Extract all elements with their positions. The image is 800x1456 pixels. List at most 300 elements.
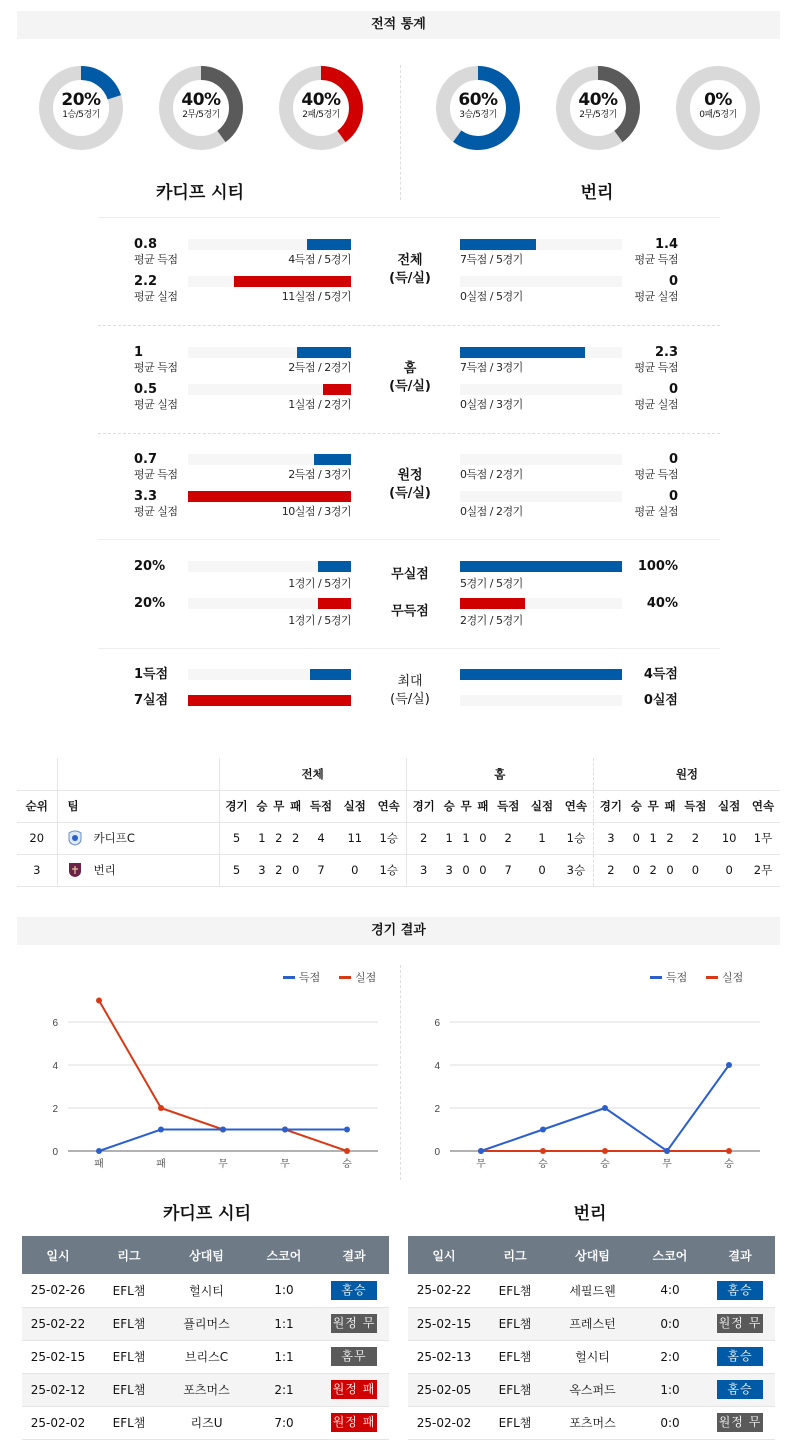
away-max-goals-for-bar <box>460 669 622 680</box>
result-score: 0:0 <box>635 1406 705 1439</box>
stat-cell: 0 <box>632 863 640 877</box>
y-tick-label: 6 <box>434 1018 440 1029</box>
stat-cell: 5 <box>232 831 241 845</box>
stat-cell: 2 <box>275 831 283 845</box>
result-league: EFL챔 <box>480 1340 550 1373</box>
column-header: 경기 <box>412 799 435 813</box>
result-score: 0:0 <box>635 1307 705 1340</box>
stat-cell: 2 <box>292 831 300 845</box>
donut-percent: 40% <box>181 90 221 110</box>
data-point <box>540 1127 546 1133</box>
column-header: 무 <box>460 799 472 813</box>
away-avg-goals-against-label: 평균 실점 <box>634 398 678 411</box>
away-goals-for-bar <box>460 347 585 358</box>
result-row <box>22 1307 389 1340</box>
stat-cell: 1승 <box>559 822 594 854</box>
results-column-header: 상대팀 <box>164 1236 249 1274</box>
team-cell <box>57 854 219 886</box>
results-column-header: 리그 <box>480 1236 550 1274</box>
column-header: 경기 <box>225 799 248 813</box>
home-avg-goals-against: 0.5 <box>134 382 158 397</box>
away-goals-for-detail: 7득점 / 5경기 <box>460 253 523 266</box>
stat-cell: 3승 <box>559 854 594 886</box>
result-league: EFL챔 <box>480 1307 550 1340</box>
x-tick-label: 무 <box>218 1159 228 1170</box>
donut-percent: 40% <box>301 90 341 110</box>
team-name: 카디프C <box>93 830 135 845</box>
column-header: 득점 <box>497 799 520 813</box>
x-tick-label: 패 <box>94 1159 104 1170</box>
comparison-subtitle: (득/실) <box>389 486 431 501</box>
x-tick-label: 승 <box>600 1159 610 1170</box>
team-cell <box>57 822 219 854</box>
result-cell <box>319 1406 389 1439</box>
results-column-header: 상대팀 <box>550 1236 635 1274</box>
home-avg-goals-against: 3.3 <box>134 489 158 504</box>
home-clean-sheet-bar <box>318 561 351 572</box>
comparison-title: 전체 <box>397 253 423 268</box>
x-tick-label: 무 <box>280 1159 290 1170</box>
away-avg-goals-against: 0 <box>668 382 678 397</box>
result-score: 1:1 <box>249 1307 319 1340</box>
home-goals-against-detail: 1실점 / 2경기 <box>288 398 351 411</box>
result-date: 25-02-15 <box>22 1340 94 1373</box>
data-point <box>344 1127 350 1133</box>
result-badge: 홈승 <box>717 1347 763 1366</box>
result-badge: 홈승 <box>717 1380 763 1399</box>
result-opponent: 세필드웬 <box>550 1274 635 1307</box>
away-goals-against-track <box>460 491 622 502</box>
away-goals-against-detail: 0실점 / 3경기 <box>460 398 523 411</box>
column-header: 연속 <box>751 799 775 813</box>
rank: 20 <box>17 822 57 854</box>
home-max-goals-for: 1득점 <box>134 667 169 682</box>
home-team-draw-donut <box>158 65 244 151</box>
away-team-win-donut <box>435 65 521 151</box>
result-cell <box>705 1340 775 1373</box>
results-column-header: 결과 <box>705 1236 775 1274</box>
home-goals-against-detail: 10실점 / 3경기 <box>281 505 351 518</box>
result-score: 2:0 <box>635 1340 705 1373</box>
result-score: 2:1 <box>249 1373 319 1406</box>
result-row <box>22 1340 389 1373</box>
result-date: 25-02-05 <box>408 1373 480 1406</box>
home-goals-against-bar <box>234 276 351 287</box>
y-tick-label: 2 <box>434 1104 440 1115</box>
column-header: 승 <box>630 799 642 813</box>
result-badge: 원정 무 <box>717 1413 763 1432</box>
away-avg-goals-for: 2.3 <box>654 345 678 360</box>
home-results-table <box>22 1236 389 1440</box>
data-point <box>726 1062 732 1068</box>
column-header: 실점 <box>343 799 366 813</box>
results-column-header: 일시 <box>408 1236 480 1274</box>
result-row <box>408 1307 775 1340</box>
stat-cell: 2 <box>420 831 428 845</box>
result-date: 25-02-02 <box>22 1406 94 1439</box>
result-date: 25-02-12 <box>22 1373 94 1406</box>
standings-group-row <box>17 758 780 790</box>
result-cell <box>705 1307 775 1340</box>
y-tick-label: 0 <box>52 1147 58 1158</box>
divider <box>98 217 720 218</box>
data-point <box>282 1127 288 1133</box>
result-badge: 원정 무 <box>331 1314 377 1333</box>
result-league: EFL챔 <box>94 1274 164 1307</box>
stat-cell: 11 <box>347 831 363 845</box>
stat-cell: 3 <box>607 831 615 845</box>
result-row <box>408 1373 775 1406</box>
away-clean-sheet-bar <box>460 561 622 572</box>
column-header: 연속 <box>559 790 594 822</box>
legend-swatch-goals-against <box>706 976 718 979</box>
home-clean-sheet-detail: 1경기 / 5경기 <box>288 577 351 590</box>
stat-cell: 0 <box>462 863 470 877</box>
stat-cell: 10 <box>721 831 737 845</box>
stat-cell: 1승 <box>372 854 407 886</box>
legend-swatch-goals-against <box>339 976 351 979</box>
home-goals-for-bar <box>314 454 351 465</box>
data-point <box>96 1148 102 1154</box>
away-results-table <box>408 1236 775 1440</box>
standings-row <box>17 822 780 854</box>
result-row <box>408 1274 775 1307</box>
column-header: 무 <box>273 799 285 813</box>
results-column-header: 결과 <box>319 1236 389 1274</box>
donut-detail: 2무/5경기 <box>579 110 617 120</box>
result-score: 7:0 <box>249 1406 319 1439</box>
y-tick-label: 0 <box>434 1147 440 1158</box>
away-avg-goals-for-label: 평균 득점 <box>634 468 678 481</box>
series-line <box>99 1130 347 1152</box>
stat-cell: 0 <box>292 863 300 877</box>
result-cell <box>319 1373 389 1406</box>
away-avg-goals-for: 1.4 <box>654 237 678 252</box>
data-point <box>664 1148 670 1154</box>
away-max-goals-for: 4득점 <box>643 667 678 682</box>
donut-detail: 2무/5경기 <box>182 110 220 120</box>
result-league: EFL챔 <box>94 1307 164 1340</box>
result-badge: 홈승 <box>331 1281 377 1300</box>
away-goals-against-detail: 0실점 / 2경기 <box>460 505 523 518</box>
result-league: EFL챔 <box>94 1406 164 1439</box>
result-league: EFL챔 <box>480 1406 550 1439</box>
result-cell <box>319 1307 389 1340</box>
stat-cell: 1 <box>462 831 470 845</box>
home-goals-for-bar <box>297 347 351 358</box>
away-team-name: 번리 <box>580 183 614 203</box>
column-header: 경기 <box>599 799 622 813</box>
result-opponent: 플리머스 <box>164 1307 249 1340</box>
result-date: 25-02-26 <box>22 1274 94 1307</box>
away-avg-goals-for: 0 <box>668 452 678 467</box>
home-avg-goals-against-label: 평균 실점 <box>134 398 178 411</box>
legend-swatch-goals-for <box>283 976 295 979</box>
result-league: EFL챔 <box>94 1340 164 1373</box>
result-row <box>22 1406 389 1439</box>
divider <box>98 539 720 540</box>
result-badge: 원정 패 <box>331 1380 377 1399</box>
home-goals-for-detail: 2득점 / 2경기 <box>288 361 351 374</box>
rank: 3 <box>17 854 57 886</box>
match-results-header: 경기 결과 <box>17 917 780 945</box>
result-row <box>408 1406 775 1439</box>
home-team-name: 카디프 시티 <box>155 183 245 203</box>
result-opponent: 포츠머스 <box>550 1406 635 1439</box>
comparison-title: 원정 <box>397 468 423 483</box>
away-avg-goals-for-label: 평균 득점 <box>634 361 678 374</box>
away-goals-line-chart <box>415 960 775 1180</box>
home-clean-sheet-pct: 20% <box>134 559 166 574</box>
clean-sheet-title: 무실점 <box>391 567 429 582</box>
away-goals-against-detail: 0실점 / 5경기 <box>460 290 523 303</box>
result-opponent: 브리스C <box>164 1340 249 1373</box>
result-score: 1:0 <box>635 1373 705 1406</box>
data-point <box>344 1148 350 1154</box>
result-cell <box>705 1406 775 1439</box>
column-header: 무 <box>647 799 659 813</box>
away-avg-goals-against: 0 <box>668 489 678 504</box>
group-away: 원정 <box>675 766 699 781</box>
away-avg-goals-against-label: 평균 실점 <box>634 290 678 303</box>
stat-cell: 0 <box>691 863 700 877</box>
stat-cell: 2 <box>275 863 283 877</box>
home-avg-goals-against-label: 평균 실점 <box>134 290 178 303</box>
away-goals-for-bar <box>460 239 536 250</box>
stat-cell: 0 <box>725 863 733 877</box>
column-header: 득점 <box>309 799 333 813</box>
column-header: 연속 <box>372 790 407 822</box>
stat-cell: 0 <box>479 831 487 845</box>
results-column-header: 스코어 <box>635 1236 705 1274</box>
y-tick-label: 2 <box>52 1104 58 1115</box>
y-tick-label: 4 <box>434 1061 440 1072</box>
standings-row <box>17 854 780 886</box>
donut-detail: 0패/5경기 <box>699 110 737 120</box>
home-team-loss-donut <box>278 65 364 151</box>
x-tick-label: 승 <box>538 1159 548 1170</box>
result-cell <box>705 1373 775 1406</box>
stat-cell: 1승 <box>372 822 407 854</box>
result-date: 25-02-22 <box>22 1307 94 1340</box>
home-goals-against-bar <box>188 491 351 502</box>
x-tick-label: 승 <box>342 1159 352 1170</box>
stat-cell: 3 <box>420 863 428 877</box>
data-point <box>220 1127 226 1133</box>
donut-detail: 1승/5경기 <box>62 110 100 120</box>
away-clean-sheet-detail: 5경기 / 5경기 <box>460 577 523 590</box>
stat-cell: 1 <box>538 831 546 845</box>
home-goals-for-detail: 4득점 / 5경기 <box>288 253 351 266</box>
team-name: 번리 <box>93 862 116 877</box>
home-goals-against-bar <box>323 384 351 395</box>
result-score: 1:1 <box>249 1340 319 1373</box>
away-goals-against-track <box>460 384 622 395</box>
home-failed-to-score-pct: 20% <box>134 596 166 611</box>
stat-cell: 7 <box>504 863 512 877</box>
home-max-goals-against-bar <box>188 695 351 706</box>
divider <box>400 65 401 200</box>
x-tick-label: 승 <box>724 1159 734 1170</box>
away-avg-goals-against: 0 <box>668 274 678 289</box>
home-goals-against-detail: 11실점 / 5경기 <box>281 290 351 303</box>
column-header: 실점 <box>530 799 554 813</box>
donut-percent: 20% <box>61 90 101 110</box>
stat-cell: 0 <box>666 863 674 877</box>
stat-cell: 5 <box>232 863 241 877</box>
home-avg-goals-for-label: 평균 득점 <box>134 468 178 481</box>
results-column-header: 리그 <box>94 1236 164 1274</box>
away-goals-against-track <box>460 276 622 287</box>
column-header: 패 <box>290 799 302 813</box>
result-league: EFL챔 <box>480 1274 550 1307</box>
data-point <box>540 1148 546 1154</box>
stat-cell: 2 <box>649 863 657 877</box>
standings-header-row <box>17 790 780 822</box>
home-avg-goals-for-label: 평균 득점 <box>134 361 178 374</box>
result-cell <box>319 1340 389 1373</box>
home-avg-goals-against-label: 평균 실점 <box>134 505 178 518</box>
away-results-title: 번리 <box>573 1204 607 1224</box>
away-max-goals-against: 0실점 <box>643 693 678 708</box>
data-point <box>726 1148 732 1154</box>
divider <box>98 433 720 434</box>
result-opponent: 포츠머스 <box>164 1373 249 1406</box>
donut-detail: 2패/5경기 <box>302 110 340 120</box>
result-row <box>408 1340 775 1373</box>
stat-cell: 0 <box>479 863 487 877</box>
column-header: 팀 <box>57 790 219 822</box>
data-point <box>158 1127 164 1133</box>
away-goals-for-track <box>460 454 622 465</box>
result-date: 25-02-22 <box>408 1274 480 1307</box>
away-failed-to-score-detail: 2경기 / 5경기 <box>460 614 523 627</box>
donut-detail: 3승/5경기 <box>459 110 497 120</box>
result-score: 4:0 <box>635 1274 705 1307</box>
x-tick-label: 패 <box>156 1159 166 1170</box>
comparison-subtitle: (득/실) <box>389 379 431 394</box>
donut-percent: 40% <box>578 90 618 110</box>
divider <box>400 965 401 1180</box>
donut-percent: 0% <box>704 90 732 110</box>
legend-goals-for: 득점 <box>666 971 688 984</box>
away-team-draw-donut <box>555 65 641 151</box>
data-point <box>96 998 102 1004</box>
stat-cell: 2 <box>691 831 700 845</box>
stat-cell: 3 <box>258 863 266 877</box>
column-header: 승 <box>256 799 268 813</box>
max-subtitle: (득/실) <box>390 692 430 707</box>
result-badge: 홈무 <box>331 1347 377 1366</box>
home-max-goals-against: 7실점 <box>134 693 169 708</box>
stat-cell: 2 <box>504 831 512 845</box>
home-max-goals-for-bar <box>310 669 351 680</box>
results-header-row <box>22 1236 389 1274</box>
group-overall: 전체 <box>219 758 406 790</box>
cardiff-crest-icon <box>68 830 82 846</box>
legend-goals-against: 실점 <box>722 971 744 984</box>
away-failed-to-score-pct: 40% <box>646 596 678 611</box>
result-score: 1:0 <box>249 1274 319 1307</box>
stat-cell: 1 <box>649 831 657 845</box>
stat-cell: 0 <box>538 863 546 877</box>
legend-goals-for: 득점 <box>299 971 321 984</box>
home-goals-for-detail: 2득점 / 3경기 <box>288 468 351 481</box>
home-results-title: 카디프 시티 <box>162 1204 252 1224</box>
result-opponent: 옥스퍼드 <box>550 1373 635 1406</box>
comparison-title: 홈 <box>403 361 417 376</box>
away-failed-to-score-bar <box>460 598 525 609</box>
stat-cell: 0 <box>351 863 359 877</box>
max-title: 최대 <box>397 674 423 689</box>
home-avg-goals-for: 0.7 <box>134 452 158 467</box>
home-avg-goals-for: 0.8 <box>134 237 158 252</box>
stat-cell: 1무 <box>753 831 773 845</box>
column-header: 실점 <box>718 799 741 813</box>
result-opponent: 헐시티 <box>550 1340 635 1373</box>
home-goals-for-bar <box>307 239 351 250</box>
stat-cell: 3 <box>445 863 453 877</box>
home-goals-line-chart <box>30 960 390 1180</box>
away-avg-goals-against-label: 평균 실점 <box>634 505 678 518</box>
results-column-header: 스코어 <box>249 1236 319 1274</box>
away-clean-sheet-pct: 100% <box>637 559 678 574</box>
home-avg-goals-for: 1 <box>134 345 144 360</box>
away-max-goals-against-track <box>460 695 622 706</box>
result-badge: 홈승 <box>717 1281 763 1300</box>
away-team-loss-donut <box>675 65 761 151</box>
result-date: 25-02-13 <box>408 1340 480 1373</box>
home-avg-goals-for-label: 평균 득점 <box>134 253 178 266</box>
result-league: EFL챔 <box>94 1373 164 1406</box>
result-date: 25-02-15 <box>408 1307 480 1340</box>
stat-cell: 1 <box>258 831 266 845</box>
stat-cell: 7 <box>317 863 325 877</box>
result-opponent: 헐시티 <box>164 1274 249 1307</box>
result-badge: 원정 패 <box>331 1413 377 1432</box>
group-home: 홈 <box>406 758 593 790</box>
result-league: EFL챔 <box>480 1373 550 1406</box>
stat-cell: 2 <box>666 831 674 845</box>
burnley-crest-icon <box>68 862 82 878</box>
data-point <box>602 1148 608 1154</box>
home-failed-to-score-bar <box>318 598 351 609</box>
result-row <box>22 1274 389 1307</box>
column-header: 패 <box>664 799 676 813</box>
stat-cell: 4 <box>317 831 325 845</box>
divider <box>98 325 720 326</box>
home-avg-goals-against: 2.2 <box>134 274 158 289</box>
stat-cell: 1 <box>445 831 453 845</box>
data-point <box>158 1105 164 1111</box>
results-column-header: 일시 <box>22 1236 94 1274</box>
column-header: 득점 <box>684 799 707 813</box>
result-date: 25-02-02 <box>408 1406 480 1439</box>
donut-percent: 60% <box>458 90 498 110</box>
column-header: 승 <box>443 799 455 813</box>
data-point <box>478 1148 484 1154</box>
record-stats-header: 전적 통계 <box>17 11 780 39</box>
y-tick-label: 4 <box>52 1061 58 1072</box>
stat-cell: 2 <box>607 863 615 877</box>
result-opponent: 프레스턴 <box>550 1307 635 1340</box>
result-cell <box>319 1274 389 1307</box>
result-cell <box>705 1274 775 1307</box>
stat-cell: 0 <box>632 831 640 845</box>
legend-swatch-goals-for <box>650 976 662 979</box>
failed-to-score-title: 무득점 <box>391 604 429 619</box>
x-tick-label: 무 <box>662 1159 672 1170</box>
